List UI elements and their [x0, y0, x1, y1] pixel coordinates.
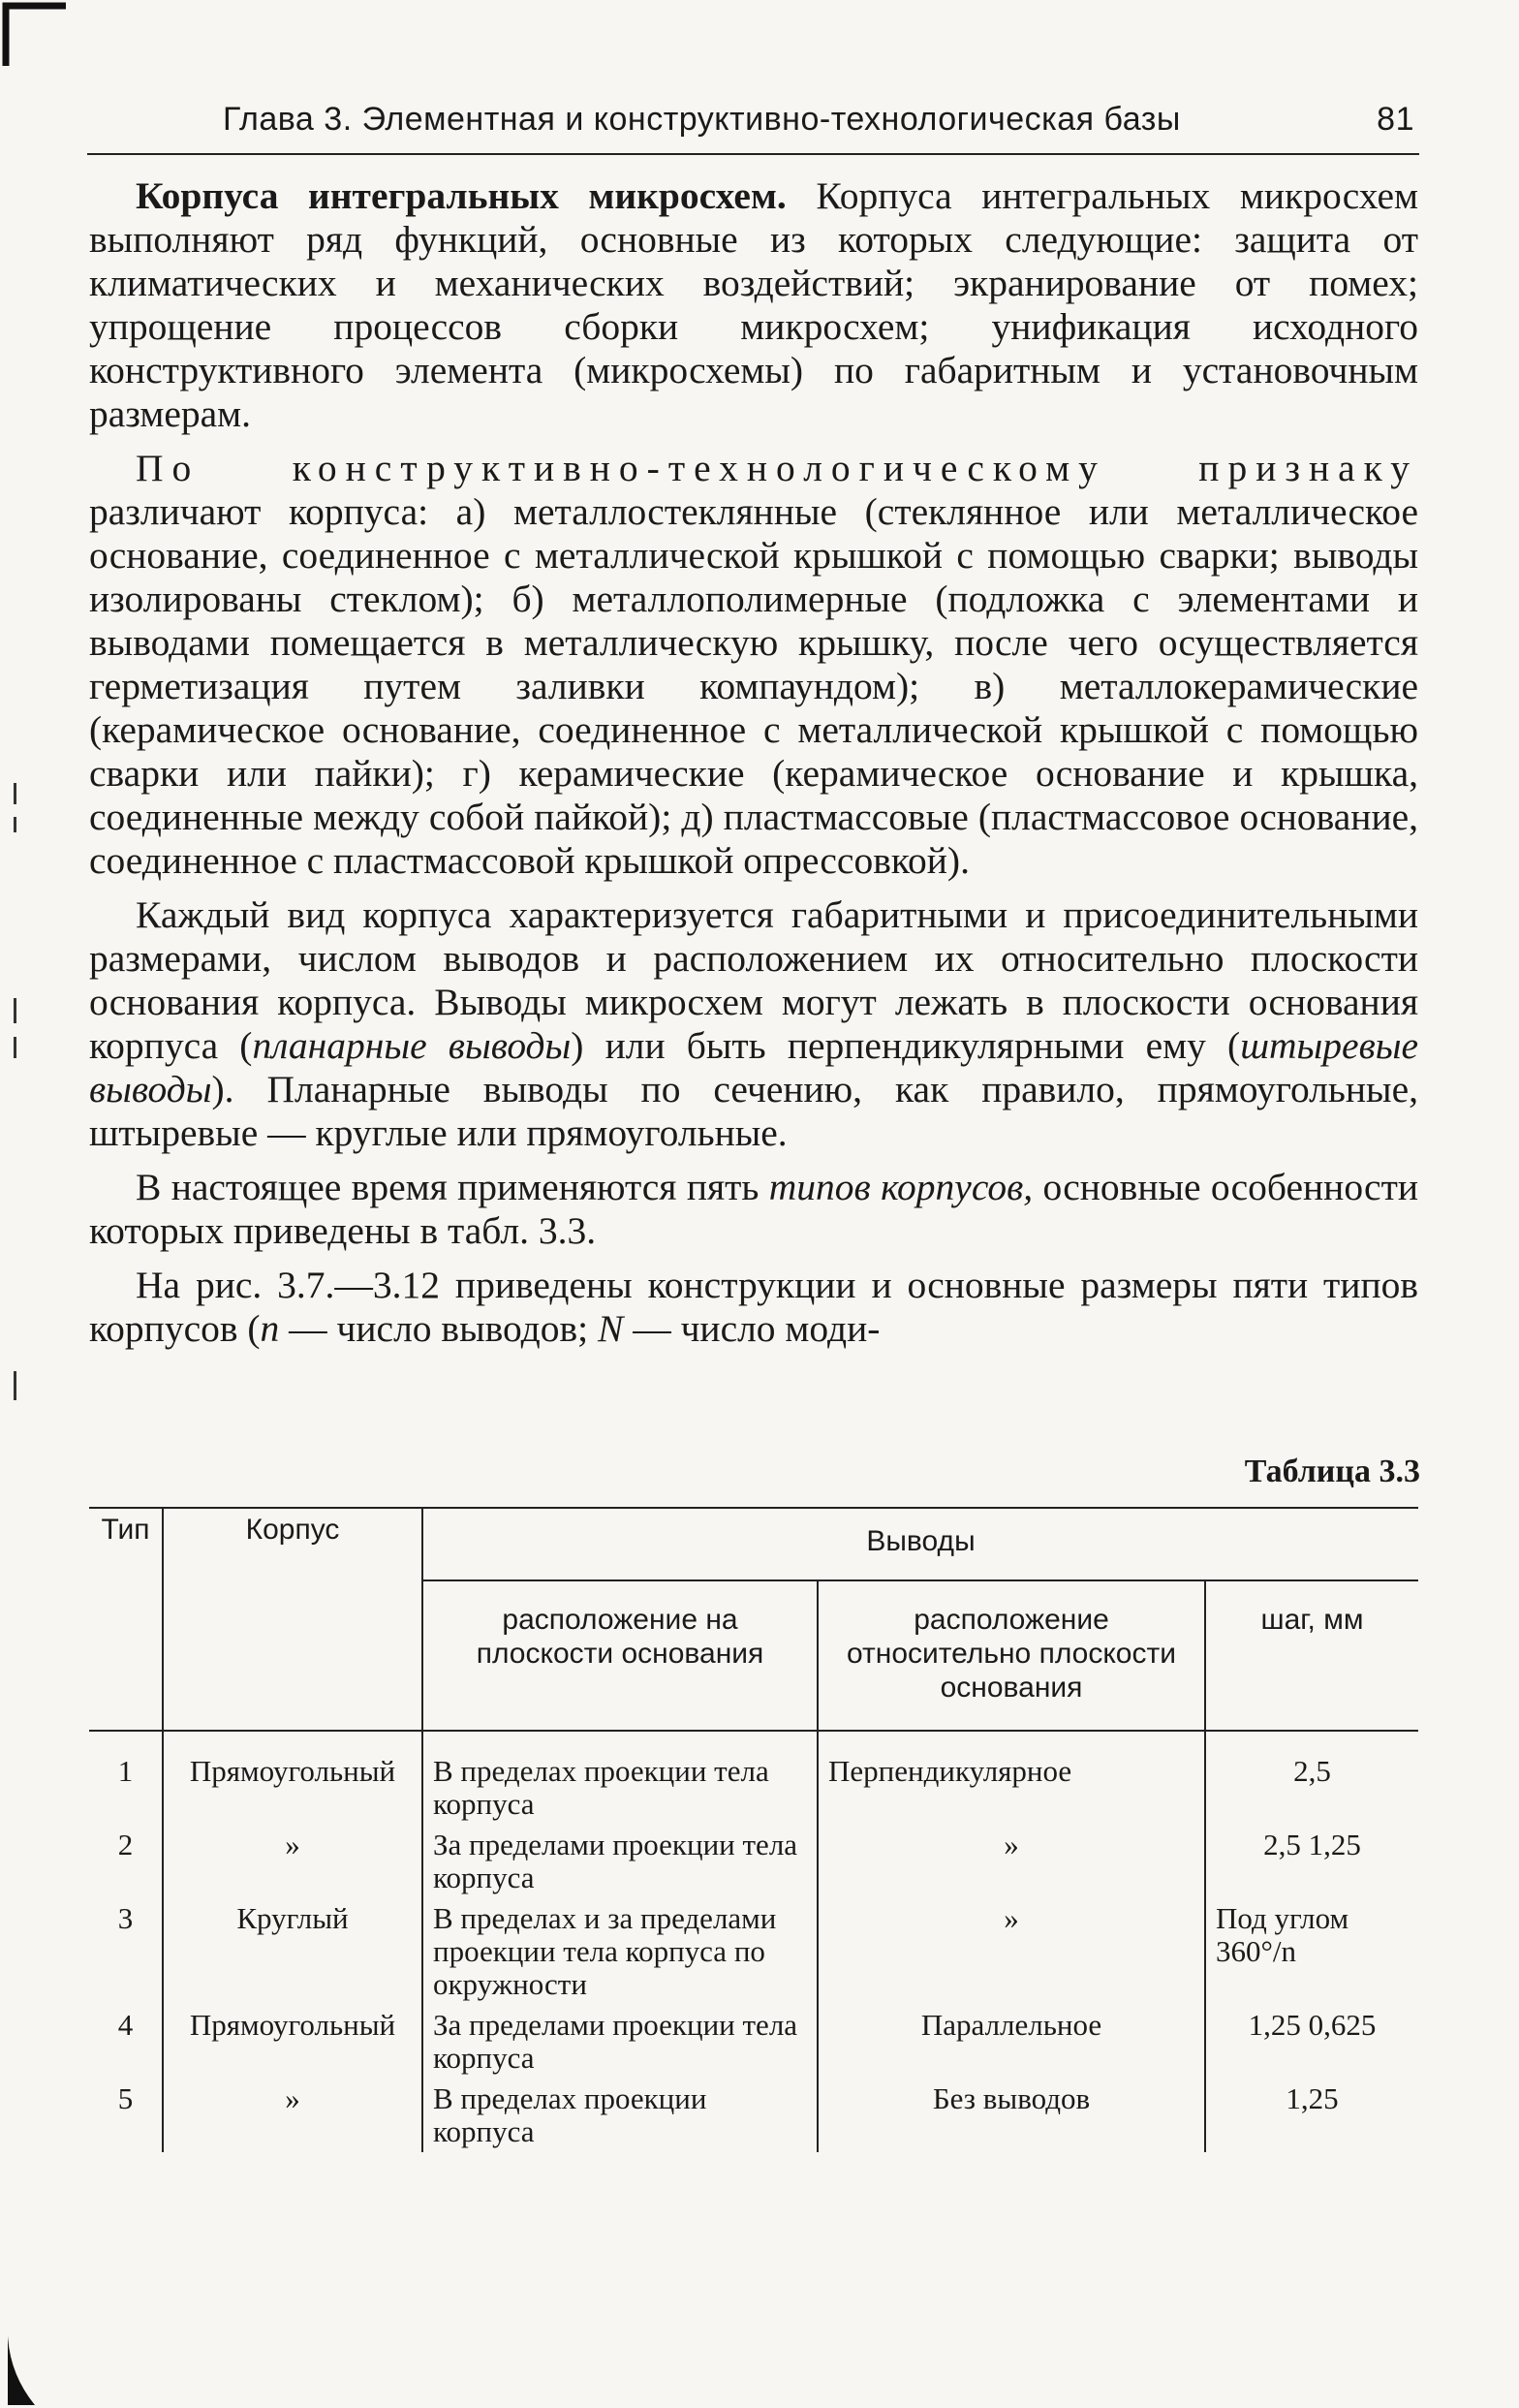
- cell-body: Круглый: [163, 1898, 422, 2005]
- margin-mark: [14, 817, 16, 832]
- margin-mark: [14, 1037, 16, 1058]
- margin-mark: [14, 998, 16, 1023]
- cell-pitch: Под углом 360°/n: [1205, 1898, 1418, 2005]
- paragraph-text: Корпуса интегральных микросхем выполняют ряд функций, основные из которых следующие: защита от климатических и механических воздействий; экранирование от помех; упрощение процессов сборки микросхем; унификация исходного конструктивного элемента (микросхемы) по габаритным и установочным размерам.: [89, 174, 1418, 435]
- cell-body: »: [163, 1825, 422, 1898]
- header-rule: [87, 153, 1419, 155]
- paragraph-text: ) или быть перпендикулярными ему (: [571, 1024, 1241, 1067]
- scan-corner-mark: [0, 0, 68, 68]
- paragraph-text: различают корпуса: а) металлостеклянные (стеклянное или металлическое основание, соединенное с металлической крышкой с помощью сварки; выводы изолированы стеклом); б) металлополимерные (подложка с элементами и выводами помещается в металлическую крышку, после чего осуществляется герметизация путем заливки компаундом); в) металлокерамические (керамическое основание, соединенное с металлической крышкой с помощью сварки или пайки); г) керамические (керамическое основание и крышка, соединенные между собой пайкой); д) пластмассовые (пластмассовое основание, соединенное с пластмассовой крышкой опрессовкой).: [89, 490, 1418, 882]
- cell-relative: Перпендикулярное: [818, 1731, 1205, 1825]
- table-row: [89, 2005, 1418, 2079]
- spaced-term: По конструктивно-технологическому признаку: [136, 447, 1418, 489]
- paragraph-text: — число выводов;: [279, 1307, 598, 1350]
- cell-pitch: 2,5 1,25: [1205, 1825, 1418, 1898]
- cell-pitch: 1,25 0,625: [1205, 2005, 1418, 2079]
- header-in-plane: расположение на плоскости основания: [422, 1580, 818, 1731]
- cell-in-plane: В пределах проекции тела корпуса: [422, 1731, 818, 1825]
- margin-mark: [14, 783, 16, 804]
- table-row: [89, 2079, 1418, 2152]
- cell-type: 1: [117, 1754, 134, 1788]
- cell-type: 3: [117, 1901, 134, 1935]
- cell-in-plane: В пределах проекции корпуса: [422, 2079, 818, 2152]
- table-row: [89, 1898, 1418, 2005]
- cell-body: Прямоугольный: [163, 1731, 422, 1825]
- cell-body: »: [163, 2079, 422, 2152]
- term-planar-leads: планарные выводы: [252, 1024, 572, 1067]
- cell-in-plane: За пределами проекции тела корпуса: [422, 1825, 818, 1898]
- paragraph-text: — число моди-: [623, 1307, 881, 1350]
- margin-mark: [14, 1371, 16, 1400]
- term-pin-leads: штыревые выводы: [89, 1024, 1418, 1110]
- term-housing-types: типов корпусов,: [768, 1166, 1034, 1208]
- running-head: [223, 101, 1414, 139]
- paragraph-leads: [89, 893, 1418, 1155]
- cell-in-plane: За пределами проекции тела корпуса: [422, 2005, 818, 2079]
- paragraph-text: В настоящее время применяются пять: [136, 1166, 769, 1208]
- paragraph-figures: [89, 1264, 1418, 1351]
- paragraph-heading: Корпуса интегральных микросхем.: [136, 174, 787, 217]
- housing-types-table: [89, 1507, 1418, 2152]
- cell-in-plane: В пределах и за пределами проекции тела корпуса по окружности: [422, 1898, 818, 2005]
- table-caption: Таблица 3.3: [1244, 1454, 1420, 1489]
- cell-relative: »: [818, 1898, 1205, 2005]
- cell-type: 2: [117, 1828, 134, 1861]
- cell-relative: Без выводов: [818, 2079, 1205, 2152]
- cell-pitch: 1,25: [1205, 2079, 1418, 2152]
- paragraph-text: основные особенности которых приведены в табл. 3.3.: [89, 1166, 1418, 1252]
- header-pitch: шаг, мм: [1205, 1580, 1418, 1731]
- body-text: [89, 174, 1418, 1361]
- cell-type: 5: [117, 2081, 134, 2115]
- header-leads: Выводы: [422, 1508, 1418, 1580]
- chapter-title: Глава 3. Элементная и конструктивно-технологическая базы: [223, 101, 1181, 138]
- paragraph-types: [89, 1166, 1418, 1253]
- header-relative: расположение относительно плоскости основания: [818, 1580, 1205, 1731]
- cell-relative: Параллельное: [818, 2005, 1205, 2079]
- paragraph-housings: [89, 174, 1418, 436]
- cell-relative: »: [818, 1825, 1205, 1898]
- cell-body: Прямоугольный: [163, 2005, 422, 2079]
- paragraph-text: Каждый вид корпуса характеризуется габаритными и присоединительными размерами, числом выводов и расположением их относительно плоскости основания корпуса. Выводы микросхем могут лежать в плоскости основания корпуса (: [89, 893, 1418, 1067]
- cell-pitch: 2,5: [1205, 1731, 1418, 1825]
- table-row: [89, 1731, 1418, 1825]
- cell-type: 4: [117, 2008, 134, 2042]
- header-body: Корпус: [163, 1508, 422, 1731]
- table-row: [89, 1825, 1418, 1898]
- scan-bottom-mark: [0, 2190, 39, 2408]
- var-N: N: [597, 1307, 624, 1350]
- header-type: Тип: [89, 1508, 163, 1731]
- page-number: 81: [1377, 101, 1414, 138]
- paragraph-text: На рис. 3.7.—3.12 приведены конструкции и основные размеры пяти типов корпусов (: [89, 1264, 1418, 1350]
- var-n: n: [260, 1307, 280, 1350]
- paragraph-classification: [89, 447, 1418, 883]
- paragraph-text: ). Планарные выводы по сечению, как правило, прямоугольные, штыревые — круглые или прямоугольные.: [89, 1068, 1418, 1154]
